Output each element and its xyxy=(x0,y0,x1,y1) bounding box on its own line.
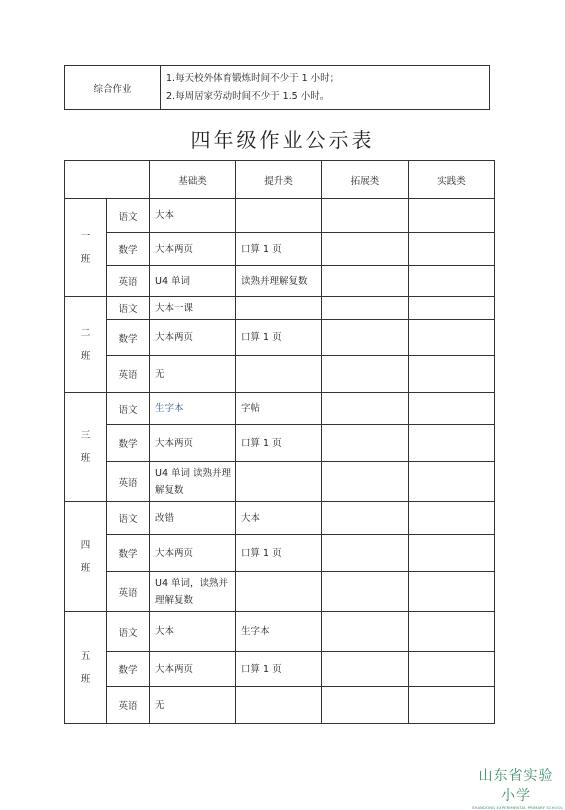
homework-table xyxy=(64,160,495,724)
class-name-cell xyxy=(65,502,107,612)
table-row xyxy=(65,199,495,233)
extend-homework-cell xyxy=(322,320,409,356)
practice-homework-cell xyxy=(409,612,495,652)
table-row xyxy=(65,425,495,462)
subject-cell: 语文 xyxy=(107,199,150,233)
basic-homework-cell: U4 单词 xyxy=(150,266,236,297)
extend-homework-cell xyxy=(322,297,409,320)
class-name-bottom: 班 xyxy=(80,673,91,685)
class-name-bottom: 班 xyxy=(80,350,91,362)
subject-cell: 语文 xyxy=(107,393,150,425)
class-name-cell xyxy=(65,199,107,297)
table-row xyxy=(65,393,495,425)
comprehensive-homework-table xyxy=(64,65,490,110)
extend-homework-cell xyxy=(322,356,409,393)
improve-homework-cell xyxy=(236,687,322,724)
improve-homework-cell xyxy=(236,356,322,393)
practice-homework-cell xyxy=(409,502,495,535)
practice-homework-cell xyxy=(409,266,495,297)
extend-homework-cell xyxy=(322,687,409,724)
school-logo-name: 山东省实验小学 xyxy=(478,768,554,804)
subject-cell: 数学 xyxy=(107,320,150,356)
extend-homework-cell xyxy=(322,199,409,233)
subject-cell: 数学 xyxy=(107,233,150,266)
basic-homework-cell: 大本一课 xyxy=(150,297,236,320)
header-basic: 基础类 xyxy=(150,161,236,199)
comprehensive-homework-label: 综合作业 xyxy=(65,66,161,110)
improve-homework-cell: 口算 1 页 xyxy=(236,652,322,687)
header-blank-cell xyxy=(65,161,150,199)
improve-homework-cell: 口算 1 页 xyxy=(236,320,322,356)
table-row xyxy=(65,462,495,502)
extend-homework-cell xyxy=(322,535,409,572)
subject-cell: 英语 xyxy=(107,266,150,297)
improve-homework-cell: 口算 1 页 xyxy=(236,425,322,462)
practice-homework-cell xyxy=(409,393,495,425)
improve-homework-cell: 大本 xyxy=(236,502,322,535)
table-row xyxy=(65,297,495,320)
basic-homework-cell: 无 xyxy=(150,356,236,393)
extend-homework-cell xyxy=(322,233,409,266)
improve-homework-cell: 生字本 xyxy=(236,612,322,652)
improve-homework-cell xyxy=(236,572,322,612)
table-row xyxy=(65,320,495,356)
school-logo xyxy=(472,765,563,810)
extend-homework-cell xyxy=(322,393,409,425)
basic-homework-cell: U4 单词 读熟并理解复数 xyxy=(150,462,236,502)
table-row xyxy=(65,502,495,535)
class-name-bottom: 班 xyxy=(80,453,91,464)
basic-homework-cell: 改错 xyxy=(150,502,236,535)
table-row xyxy=(65,233,495,266)
table-row xyxy=(65,356,495,393)
practice-homework-cell xyxy=(409,425,495,462)
rule-line-1: 1.每天校外体育锻炼时间不少于 1 小时； xyxy=(166,72,340,84)
basic-homework-cell: 大本两页 xyxy=(150,425,236,462)
subject-cell: 语文 xyxy=(107,612,150,652)
class-name-cell xyxy=(65,297,107,393)
improve-homework-cell: 字帖 xyxy=(236,393,322,425)
practice-homework-cell xyxy=(409,535,495,572)
table-row xyxy=(65,535,495,572)
table-row xyxy=(65,266,495,297)
page-title: 四年级作业公示表 xyxy=(190,128,375,152)
school-logo-english: SHANDONG EXPERIMENTAL PRIMARY SCHOOL xyxy=(472,805,563,810)
class-name-top: 五 xyxy=(80,650,91,662)
extend-homework-cell xyxy=(322,652,409,687)
practice-homework-cell xyxy=(409,572,495,612)
rule-line-2: 2.每周居家劳动时间不少于 1.5 小时。 xyxy=(166,90,330,102)
extend-homework-cell xyxy=(322,612,409,652)
basic-homework-cell: 大本两页 xyxy=(150,652,236,687)
practice-homework-cell xyxy=(409,462,495,502)
improve-homework-cell xyxy=(236,462,322,502)
extend-homework-cell xyxy=(322,502,409,535)
extend-homework-cell xyxy=(322,572,409,612)
practice-homework-cell xyxy=(409,320,495,356)
improve-homework-cell: 口算 1 页 xyxy=(236,535,322,572)
subject-cell: 英语 xyxy=(107,356,150,393)
practice-homework-cell xyxy=(409,297,495,320)
table-row xyxy=(65,687,495,724)
basic-homework-cell: 无 xyxy=(150,687,236,724)
header-row xyxy=(65,161,495,199)
table-row xyxy=(65,652,495,687)
header-extend: 拓展类 xyxy=(322,161,409,199)
improve-homework-cell xyxy=(236,199,322,233)
comprehensive-homework-content xyxy=(161,66,490,110)
practice-homework-cell xyxy=(409,652,495,687)
table-row xyxy=(65,612,495,652)
basic-homework-cell: 大本 xyxy=(150,612,236,652)
class-name-cell xyxy=(65,393,107,502)
basic-homework-cell: 大本两页 xyxy=(150,535,236,572)
improve-homework-cell: 口算 1 页 xyxy=(236,233,322,266)
subject-cell: 英语 xyxy=(107,572,150,612)
practice-homework-cell xyxy=(409,356,495,393)
extend-homework-cell xyxy=(322,266,409,297)
improve-homework-cell xyxy=(236,297,322,320)
header-practice: 实践类 xyxy=(409,161,495,199)
improve-homework-cell: 读熟并理解复数 xyxy=(236,266,322,297)
class-name-top: 二 xyxy=(80,327,91,339)
table-row xyxy=(65,572,495,612)
class-name-bottom: 班 xyxy=(80,253,91,265)
subject-cell: 语文 xyxy=(107,502,150,535)
basic-homework-cell: 生字本 xyxy=(150,393,236,425)
basic-homework-cell: 大本两页 xyxy=(150,233,236,266)
extend-homework-cell xyxy=(322,462,409,502)
class-name-top: 三 xyxy=(80,430,91,441)
subject-cell: 语文 xyxy=(107,297,150,320)
basic-homework-cell: 大本两页 xyxy=(150,320,236,356)
practice-homework-cell xyxy=(409,199,495,233)
class-name-top: 四 xyxy=(80,539,91,551)
subject-cell: 数学 xyxy=(107,425,150,462)
subject-cell: 英语 xyxy=(107,687,150,724)
class-name-cell xyxy=(65,612,107,724)
extend-homework-cell xyxy=(322,425,409,462)
basic-homework-cell: 大本 xyxy=(150,199,236,233)
practice-homework-cell xyxy=(409,687,495,724)
subject-cell: 数学 xyxy=(107,652,150,687)
subject-cell: 英语 xyxy=(107,462,150,502)
basic-homework-cell: U4 单词，读熟并理解复数 xyxy=(150,572,236,612)
subject-cell: 数学 xyxy=(107,535,150,572)
practice-homework-cell xyxy=(409,233,495,266)
class-name-top: 一 xyxy=(80,230,91,242)
header-improve: 提升类 xyxy=(236,161,322,199)
class-name-bottom: 班 xyxy=(80,562,91,574)
